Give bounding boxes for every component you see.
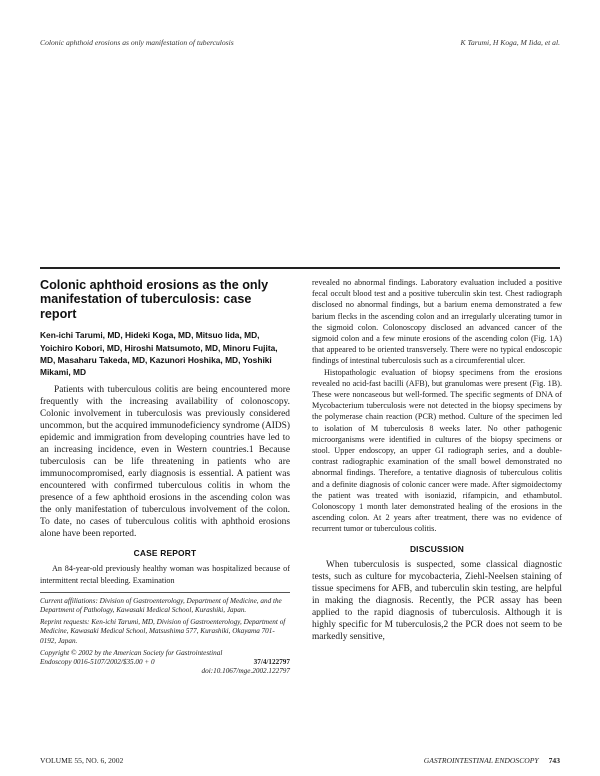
case-report-heading: CASE REPORT xyxy=(133,548,197,559)
page-number: 743 xyxy=(548,756,560,765)
case-report-paragraph-2: Histopathologic evaluation of biopsy specimens from the erosions revealed no acid-fast bacilli (AFB), but granulomas were present (Fig. 1B). These were noncaseous but well-formed. The specific segments of DNA of Mycobacterium tuberculosis were not detected in the biopsy specimens by the polymerase chain reaction (PCR) method. Culture of the specimen led to isolation of M tuberculosis 8 weeks later. No other pathogenic microorganisms were identified in cultures of the biopsy specimens or stool. Upper endoscopy, an upper GI radiograph series, and a double-contrast radiographic examination of the small bowel demonstrated no abnormal findings. Therefore, a tentative diagnosis of tuberculous colitis and a definite diagnosis of colonic cancer were made. After sigmoidectomy the patient was treated with isoniazid, rifampicin, and ethambutol. Colonoscopy 1 month later demonstrated healing of the erosions in the ascending colon. At 2 years after treatment, there was no evidence of recurrent tumor or tuberculous colitis. xyxy=(312,367,562,534)
article-title: Colonic aphthoid erosions as the only manifestation of tuberculosis: case report xyxy=(40,278,269,321)
discussion-heading: DISCUSSION xyxy=(409,543,465,554)
footer-volume: VOLUME 55, NO. 6, 2002 xyxy=(40,756,124,765)
article-top-rule xyxy=(40,267,560,269)
right-column xyxy=(312,277,562,643)
footnote-copyright-row xyxy=(40,649,290,667)
running-header-right: K Tarumi, H Koga, M Iida, et al. xyxy=(460,38,560,47)
footnotes xyxy=(40,592,290,675)
lead-paragraph: Patients with tuberculous colitis are being encountered more frequently with the increasing availability of colonoscopy. Colonic involvement in tuberculosis was previously considered uncommon, but the acquired immunodeficiency syndrome (AIDS) epidemic and immigration from developing countries have led to an increasing incidence, even in Western countries.1 Because tuberculosis can be life threatening in patients who are immunocompromised, early diagnosis is essential. A patient was encountered with confirmed tuberculous colitis in whom the presence of a few aphthoid erosions in the ascending colon was the only manifestation of tuberculous involvement of the colon. To date, no cases of tuberculous colitis with aphthoid erosions alone have been reported. xyxy=(40,385,290,540)
author-list: Ken-ichi Tarumi, MD, Hideki Koga, MD, Mitsuo Iida, MD, Yoichiro Kobori, MD, Hiroshi Matsumoto, MD, Minoru Fujita, MD, Masaharu Takeda, MD, Kazunori Hoshika, MD, Yoshiki Mikami, MD xyxy=(40,330,278,378)
footnote-article-code: 37/4/122797 xyxy=(253,658,290,667)
running-header-left: Colonic aphthoid erosions as only manifestation of tuberculosis xyxy=(40,38,234,47)
footer-journal-page xyxy=(424,756,560,765)
footnote-affiliations: Current affiliations: Division of Gastroenterology, Department of Medicine, and the Department of Pathology, Kawasaki Medical School, Kurashiki, Japan. xyxy=(40,596,282,615)
case-report-paragraph-1-continued: revealed no abnormal findings. Laboratory evaluation included a positive fecal occult blood test and a positive tuberculin skin test. Chest radiograph disclosed no abnormal findings, but a barium enema demonstrated a few barium flecks in the ascending colon and an irregularly ulcerating tumor in the sigmoid colon. Colonoscopy disclosed an advanced cancer of the sigmoid colon and a few minute erosions of the ascending colon (Fig. 1A) that appeared to be oriented transversely. There were no typical endoscopic findings of intestinal tuberculosis such as a circumferential ulcer. xyxy=(312,278,562,366)
case-report-paragraph-1: An 84-year-old previously healthy woman was hospitalized because of intermittent rectal bleeding. Examination xyxy=(40,564,290,585)
footnote-copyright: Copyright © 2002 by the American Society for Gastrointestinal Endoscopy 0016-5107/2002/$35.00 + 0 xyxy=(40,648,223,667)
footer-journal: GASTROINTESTINAL ENDOSCOPY xyxy=(423,756,539,765)
footnote-reprints: Reprint requests: Ken-ichi Tarumi, MD, Division of Gastroenterology, Department of Medicine, Kawasaki Medical School, Matsushima 577, Kurashiki, Okayama 701-0192, Japan. xyxy=(40,618,286,645)
footnote-doi: doi:10.1067/mge.2002.122797 xyxy=(201,667,290,676)
left-column xyxy=(40,278,290,675)
discussion-paragraph-1: When tuberculosis is suspected, some classical diagnostic tests, such as culture for mycobacteria, Ziehl-Neelsen staining of tissue specimens for AFB, and tuberculin skin testing, are helpful in making the diagnosis. Recently, the PCR assay has been applied to the rapid diagnosis of tuberculosis. Although it is highly specific for M tuberculosis,2 the PCR does not seem to be markedly sensitive, xyxy=(312,559,562,642)
